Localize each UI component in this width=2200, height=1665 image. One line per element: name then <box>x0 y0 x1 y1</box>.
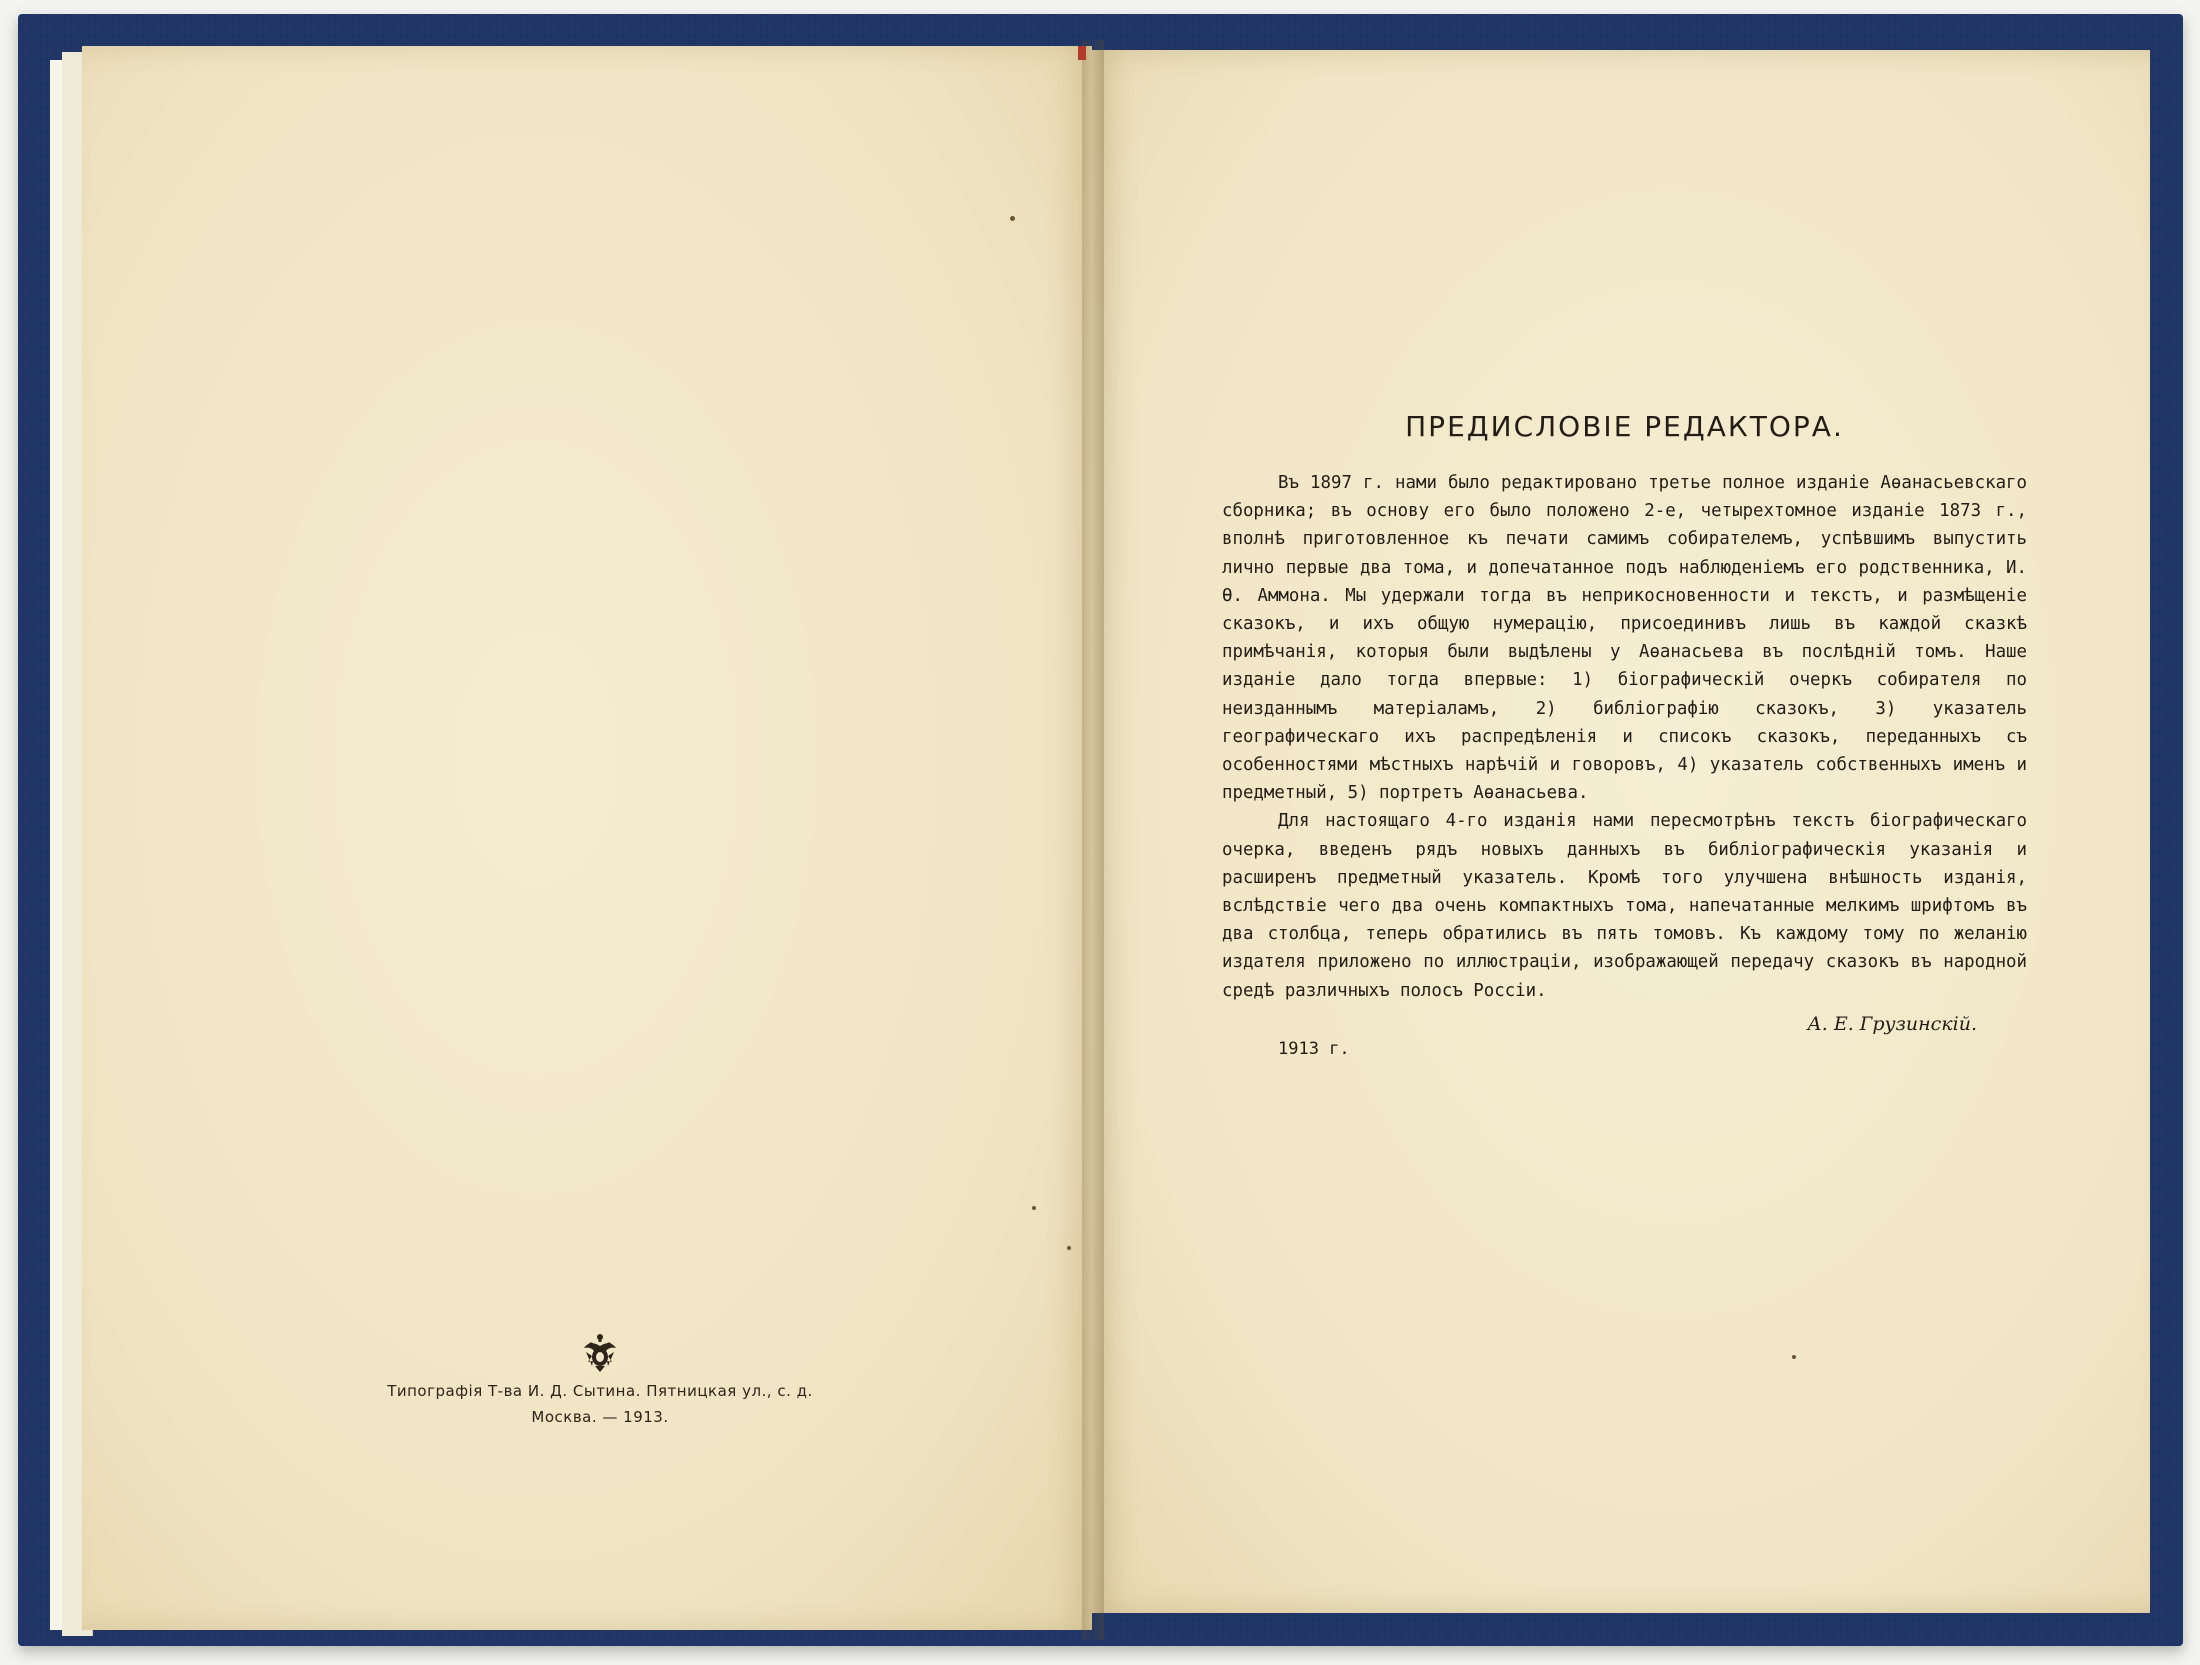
printer-imprint <box>300 1330 900 1426</box>
editor-signature: А. Е. Грузинскій. <box>1807 1012 1977 1035</box>
preface-text-block <box>1222 410 2027 1059</box>
paper-speck <box>1010 216 1015 221</box>
preface-paragraph-1: Въ 1897 г. нами было редактировано третье полное изданіе Аѳанасьевскаго сборника; въ основу его было положено 2-е, четырехтомное изданіе 1873 г., вполнѣ приготовленное къ печати самимъ собирателемъ, успѣвшимъ выпустить лично первые два тома, и допечатанное подъ наблюденіемъ его родственника, И. Ѳ. Аммона. Мы удержали тогда въ неприкосновенности и текстъ, и размѣщеніе сказокъ, и ихъ общую нумерацію, присоединивъ лишь въ каждой сказкѣ примѣчанія, которыя были выдѣлены у Аѳанасьева въ послѣдній томъ. Наше изданіе дало тогда впервые: 1) біографическій очеркъ собирателя по неизданнымъ матеріаламъ, 2) библіографію сказокъ, 3) указатель географическаго ихъ распредѣленія и списокъ сказокъ, переданныхъ съ особенностями мѣстныхъ нарѣчій и говоровъ, 4) указатель собственныхъ именъ и предметный, 5) портретъ Аѳанасьева. <box>1222 473 2027 804</box>
headband <box>1078 46 1086 60</box>
imprint-line-printer: Типографія Т-ва И. Д. Сытина. Пятницкая ул., с. д. <box>387 1382 813 1400</box>
paper-speck <box>1792 1355 1796 1359</box>
book-gutter <box>1082 40 1104 1640</box>
preface-date: 1913 г. <box>1278 1038 1350 1059</box>
preface-paragraph-2: Для настоящаго 4-го изданія нами пересмотрѣнъ текстъ біографическаго очерка, введенъ рядъ новыхъ данныхъ въ библіографическія указанія и расширенъ предметный указатель. Кромѣ того улучшена внѣшность изданія, вслѣдствіе чего два очень компактныхъ тома, напечатанные мелкимъ шрифтомъ въ два столбца, теперь обратились въ пять томовъ. Къ каждому тому по желанію издателя приложено по иллюстраціи, изображающей передачу сказокъ въ народной средѣ различныхъ полосъ Россіи. <box>1222 811 2027 1001</box>
paper-speck <box>1032 1206 1036 1210</box>
double-headed-eagle-icon <box>578 1330 622 1374</box>
paper-speck <box>1067 1246 1071 1250</box>
preface-title: ПРЕДИСЛОВІЕ РЕДАКТОРА. <box>1405 410 1844 443</box>
imprint-line-city-year: Москва. — 1913. <box>531 1408 669 1426</box>
